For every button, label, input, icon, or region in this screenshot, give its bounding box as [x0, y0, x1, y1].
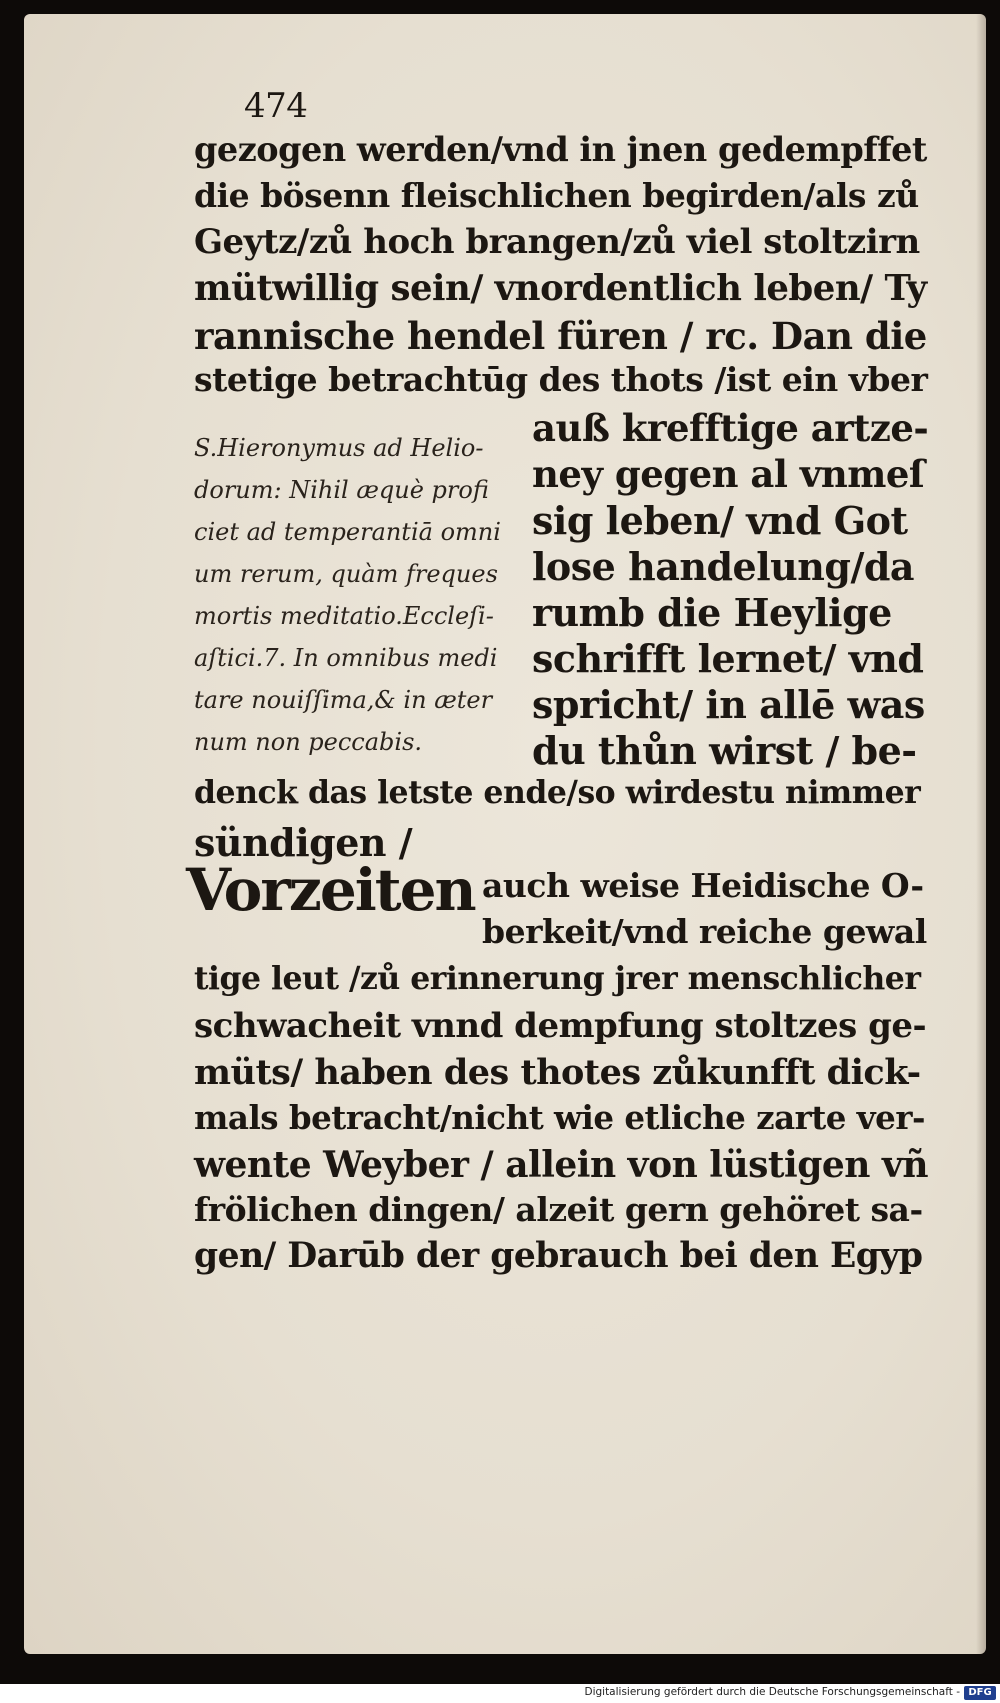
right-column-line-5: rumb die Heylige: [532, 590, 892, 635]
marginal-note-line-4: um rerum, quàm freques: [194, 560, 498, 588]
paragraph-line-7: gen/ Darūb der gebrauch bei den Egyp: [194, 1236, 923, 1276]
main-line-2: die bösenn fleischlichen begirden/als zů: [194, 176, 919, 215]
right-column-line-3: sig leben/ vnd Got: [532, 498, 908, 543]
continuation-line-1: denck das letste ende/so wirdestu nimmer: [194, 774, 921, 811]
paragraph-line-2: schwacheit vnnd dempfung stoltzes ge-: [194, 1006, 927, 1046]
main-line-6: stetige betrachtūg des thots /ist ein vber: [194, 360, 928, 399]
right-column-line-4: lose handelung/da: [532, 544, 915, 589]
decorated-initial-word: Vorzeiten: [186, 856, 475, 924]
right-column-line-7: spricht/ in allē was: [532, 682, 925, 727]
marginal-note-line-8: num non peccabis.: [194, 728, 423, 756]
main-line-3: Geytz/zů hoch brangen/zů viel stoltzirn: [194, 222, 920, 262]
paragraph-line-3: müts/ haben des thotes zůkunfft dick-: [194, 1052, 921, 1093]
paragraph-line-5: wente Weyber / allein von lüstigen vñ: [194, 1144, 929, 1186]
beside-initial-line-2: berkeit/vnd reiche gewal: [482, 912, 927, 951]
paragraph-line-4: mals betracht/nicht wie etliche zarte ver-: [194, 1098, 925, 1137]
page-number: 474: [244, 86, 308, 126]
marginal-note-line-1: S.Hieronymus ad Helio-: [194, 434, 484, 462]
digitization-footer: [0, 1684, 1000, 1703]
main-line-4: mütwillig sein/ vnordentlich leben/ Ty: [194, 268, 927, 309]
footer-credit-text: Digitalisierung gefördert durch die Deutsche Forschungsgemeinschaft -: [584, 1686, 960, 1698]
right-column-line-2: ney gegen al vnmeſ: [532, 452, 925, 496]
marginal-note-line-6: aſtici.7. In omnibus medi: [194, 644, 498, 672]
right-column-line-8: du thůn wirst / be-: [532, 728, 917, 773]
dfg-logo: DFG: [964, 1686, 996, 1700]
paragraph-line-6: frölichen dingen/ alzeit gern gehöret sa-: [194, 1190, 923, 1229]
main-line-5: rannische hendel füren / rc. Dan die: [194, 314, 927, 358]
continuation-line-2: sündigen /: [194, 820, 413, 865]
marginal-note-line-5: mortis meditatio.Eccleſi-: [194, 602, 494, 630]
marginal-note-line-3: ciet ad temperantiā omni: [194, 518, 501, 546]
marginal-note-line-7: tare nouiſſima,& in æter: [194, 686, 493, 714]
paragraph-line-1: tige leut /zů erinnerung jrer menschlicher: [194, 960, 921, 997]
page-edge-shadow: [976, 14, 986, 1654]
main-line-1: gezogen werden/vnd in jnen gedempffet: [194, 130, 927, 169]
beside-initial-line-1: auch weise Heidische O-: [482, 866, 924, 905]
right-column-line-1: auß krefftige artze-: [532, 406, 929, 450]
marginal-note-line-2: dorum: Nihil æquè profi: [194, 476, 489, 504]
book-page: [24, 14, 986, 1654]
right-column-line-6: schrifft lernet/ vnd: [532, 636, 924, 681]
